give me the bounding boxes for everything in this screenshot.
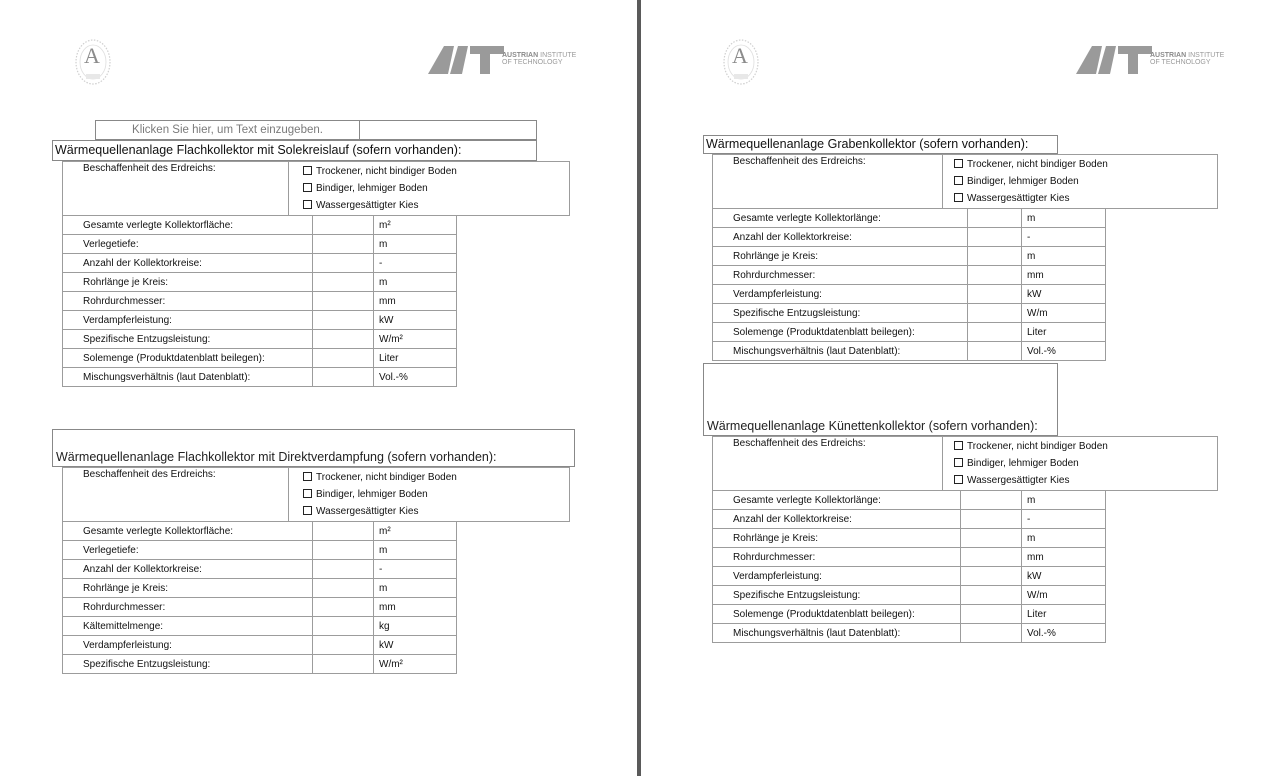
- field-label: Rohrlänge je Kreis:: [63, 273, 313, 292]
- checkbox-icon: [954, 159, 963, 168]
- soil-option-checkbox[interactable]: Bindiger, lehmiger Boden: [954, 173, 1108, 190]
- form-row: [63, 579, 457, 598]
- soil-option-checkbox[interactable]: Wassergesättigter Kies: [954, 190, 1108, 207]
- form-row: [63, 655, 457, 674]
- unit-label: W/m²: [374, 655, 457, 674]
- unit-label: m²: [374, 522, 457, 541]
- value-input-cell[interactable]: [961, 491, 1022, 510]
- ait-logo-mark: [1076, 46, 1152, 74]
- value-input-cell[interactable]: [313, 330, 374, 349]
- value-input-cell[interactable]: [968, 228, 1022, 247]
- checkbox-icon: [954, 193, 963, 202]
- form-row: [713, 323, 1106, 342]
- soil-label: Beschaffenheit des Erdreichs:: [733, 156, 866, 167]
- section-title-flachkollektor-direkt: Wärmequellenanlage Flachkollektor mit Direktverdampfung (sofern vorhanden):: [56, 450, 497, 464]
- field-label: Verdampferleistung:: [713, 567, 961, 586]
- checkbox-icon: [954, 458, 963, 467]
- unit-label: kW: [374, 636, 457, 655]
- field-label: Anzahl der Kollektorkreise:: [63, 254, 313, 273]
- value-input-cell[interactable]: [313, 560, 374, 579]
- form-row: [713, 228, 1106, 247]
- soil-options: [954, 438, 1108, 489]
- form-row: [713, 304, 1106, 323]
- unit-label: Vol.-%: [1022, 342, 1106, 361]
- form-row: [713, 548, 1106, 567]
- soil-option-checkbox[interactable]: Trockener, nicht bindiger Boden: [303, 163, 457, 180]
- section-header-box: [52, 429, 575, 467]
- form-row: [713, 529, 1106, 548]
- value-input-cell[interactable]: [961, 586, 1022, 605]
- field-label: Rohrdurchmesser:: [63, 598, 313, 617]
- field-label: Solemenge (Produktdatenblatt beilegen):: [713, 323, 968, 342]
- value-input-cell[interactable]: [961, 529, 1022, 548]
- unit-label: -: [1022, 228, 1106, 247]
- unit-label: m: [1022, 209, 1106, 228]
- field-label: Rohrdurchmesser:: [713, 266, 968, 285]
- soil-label: Beschaffenheit des Erdreichs:: [733, 438, 866, 449]
- section-title-kuenettenkollektor: Wärmequellenanlage Künettenkollektor (sofern vorhanden):: [707, 419, 1038, 433]
- field-label: Spezifische Entzugsleistung:: [63, 655, 313, 674]
- value-input-cell[interactable]: [968, 209, 1022, 228]
- unit-label: Vol.-%: [1022, 624, 1106, 643]
- form-row: [63, 368, 457, 387]
- field-label: Gesamte verlegte Kollektorlänge:: [713, 209, 968, 228]
- value-input-cell[interactable]: [968, 285, 1022, 304]
- form-row: [713, 567, 1106, 586]
- unit-label: W/m²: [374, 330, 457, 349]
- value-input-cell[interactable]: [313, 522, 374, 541]
- form-row: [713, 586, 1106, 605]
- soil-options: [303, 469, 457, 520]
- checkbox-icon: [303, 200, 312, 209]
- unit-label: -: [374, 254, 457, 273]
- form-row: [63, 636, 457, 655]
- section-title-flachkollektor-sole: Wärmequellenanlage Flachkollektor mit Solekreislauf (sofern vorhanden):: [52, 140, 537, 161]
- checkbox-icon: [303, 489, 312, 498]
- value-input-cell[interactable]: [313, 655, 374, 674]
- form-row: [713, 491, 1106, 510]
- value-input-cell[interactable]: [313, 311, 374, 330]
- form-row: [63, 292, 457, 311]
- unit-label: m: [374, 579, 457, 598]
- soil-condition-box: [62, 467, 570, 522]
- form-row: [63, 541, 457, 560]
- field-label: Verdampferleistung:: [63, 311, 313, 330]
- soil-option-checkbox[interactable]: Trockener, nicht bindiger Boden: [303, 469, 457, 486]
- unit-label: mm: [1022, 266, 1106, 285]
- university-seal-logo: [74, 38, 112, 86]
- form-row: [63, 598, 457, 617]
- value-input-cell[interactable]: [968, 266, 1022, 285]
- soil-label: Beschaffenheit des Erdreichs:: [83, 469, 216, 480]
- value-input-cell[interactable]: [313, 368, 374, 387]
- field-label: Verlegetiefe:: [63, 235, 313, 254]
- value-input-cell[interactable]: [961, 567, 1022, 586]
- soil-options: [954, 156, 1108, 207]
- unit-label: m: [1022, 529, 1106, 548]
- field-label: Anzahl der Kollektorkreise:: [713, 228, 968, 247]
- field-label: Rohrlänge je Kreis:: [713, 247, 968, 266]
- field-label: Verlegetiefe:: [63, 541, 313, 560]
- form-table-flachkollektor-direkt: [62, 521, 457, 674]
- value-input-cell[interactable]: [313, 254, 374, 273]
- seal-letter: A: [84, 43, 100, 68]
- unit-label: mm: [374, 292, 457, 311]
- ait-logo-text: AUSTRIAN INSTITUTE OF TECHNOLOGY: [502, 52, 577, 66]
- field-label: Mischungsverhältnis (laut Datenblatt):: [713, 342, 968, 361]
- form-row: [63, 330, 457, 349]
- field-label: Mischungsverhältnis (laut Datenblatt):: [63, 368, 313, 387]
- value-input-cell[interactable]: [313, 636, 374, 655]
- value-input-cell[interactable]: [313, 273, 374, 292]
- soil-option-checkbox[interactable]: Wassergesättigter Kies: [303, 503, 457, 520]
- soil-option-checkbox[interactable]: Trockener, nicht bindiger Boden: [954, 438, 1108, 455]
- unit-label: -: [1022, 510, 1106, 529]
- field-label: Spezifische Entzugsleistung:: [713, 586, 961, 605]
- value-input-cell[interactable]: [961, 548, 1022, 567]
- field-label: Rohrdurchmesser:: [713, 548, 961, 567]
- field-label: Verdampferleistung:: [63, 636, 313, 655]
- unit-label: mm: [374, 598, 457, 617]
- unit-label: m: [1022, 247, 1106, 266]
- soil-label: Beschaffenheit des Erdreichs:: [83, 163, 216, 174]
- field-label: Kältemittelmenge:: [63, 617, 313, 636]
- field-label: Verdampferleistung:: [713, 285, 968, 304]
- unit-label: kW: [374, 311, 457, 330]
- field-label: Mischungsverhältnis (laut Datenblatt):: [713, 624, 961, 643]
- form-row: [63, 254, 457, 273]
- form-row: [713, 247, 1106, 266]
- value-input-cell[interactable]: [313, 541, 374, 560]
- unit-label: m: [374, 541, 457, 560]
- unit-label: W/m: [1022, 304, 1106, 323]
- seal-letter: A: [732, 43, 748, 68]
- form-row: [63, 273, 457, 292]
- field-label: Solemenge (Produktdatenblatt beilegen):: [63, 349, 313, 368]
- ait-logo-text: AUSTRIAN INSTITUTE OF TECHNOLOGY: [1150, 52, 1225, 66]
- university-seal-logo: [722, 38, 760, 86]
- checkbox-icon: [954, 475, 963, 484]
- ait-logo: [1076, 40, 1226, 80]
- page-gutter: [634, 0, 648, 776]
- section-header-box: [703, 363, 1058, 436]
- form-table-grabenkollektor: [712, 208, 1106, 361]
- text-placeholder-field[interactable]: Klicken Sie hier, um Text einzugeben.: [95, 120, 360, 140]
- ait-logo: [428, 40, 578, 80]
- checkbox-icon: [303, 166, 312, 175]
- checkbox-icon: [303, 472, 312, 481]
- form-table-kuenettenkollektor: [712, 490, 1106, 643]
- field-label: Rohrlänge je Kreis:: [63, 579, 313, 598]
- soil-option-checkbox[interactable]: Wassergesättigter Kies: [303, 197, 457, 214]
- unit-label: kg: [374, 617, 457, 636]
- value-input-cell[interactable]: [968, 342, 1022, 361]
- soil-condition-box: [62, 161, 570, 216]
- form-row: [713, 209, 1106, 228]
- checkbox-icon: [303, 506, 312, 515]
- value-input-cell[interactable]: [968, 323, 1022, 342]
- field-label: Anzahl der Kollektorkreise:: [713, 510, 961, 529]
- value-input-cell[interactable]: [313, 292, 374, 311]
- form-row: [63, 216, 457, 235]
- soil-option-checkbox[interactable]: Trockener, nicht bindiger Boden: [954, 156, 1108, 173]
- form-row: [63, 235, 457, 254]
- value-input-cell[interactable]: [313, 235, 374, 254]
- field-label: Anzahl der Kollektorkreise:: [63, 560, 313, 579]
- checkbox-icon: [303, 183, 312, 192]
- document-page-left: [0, 0, 634, 776]
- unit-label: Liter: [1022, 605, 1106, 624]
- form-row: [713, 266, 1106, 285]
- form-row: [713, 285, 1106, 304]
- value-input-cell[interactable]: [968, 304, 1022, 323]
- soil-options: [303, 163, 457, 214]
- soil-option-checkbox[interactable]: Wassergesättigter Kies: [954, 472, 1108, 489]
- value-input-cell[interactable]: [313, 216, 374, 235]
- form-row: [63, 560, 457, 579]
- ait-logo-mark: [428, 46, 504, 74]
- form-table-flachkollektor-sole: [62, 215, 457, 387]
- value-input-cell[interactable]: [961, 605, 1022, 624]
- field-label: Gesamte verlegte Kollektorfläche:: [63, 522, 313, 541]
- soil-option-checkbox[interactable]: Bindiger, lehmiger Boden: [303, 180, 457, 197]
- value-input-cell[interactable]: [313, 349, 374, 368]
- form-row: [63, 522, 457, 541]
- value-input-cell[interactable]: [961, 510, 1022, 529]
- form-row: [713, 510, 1106, 529]
- unit-label: Liter: [374, 349, 457, 368]
- unit-label: m: [374, 273, 457, 292]
- unit-label: m: [1022, 491, 1106, 510]
- unit-label: Vol.-%: [374, 368, 457, 387]
- value-input-cell[interactable]: [313, 579, 374, 598]
- section-title-grabenkollektor: Wärmequellenanlage Grabenkollektor (sofern vorhanden):: [703, 135, 1058, 154]
- soil-condition-box: [712, 436, 1218, 491]
- checkbox-icon: [954, 441, 963, 450]
- soil-condition-box: [712, 154, 1218, 209]
- field-label: Rohrlänge je Kreis:: [713, 529, 961, 548]
- value-input-cell[interactable]: [313, 617, 374, 636]
- unit-label: m: [374, 235, 457, 254]
- field-label: Gesamte verlegte Kollektorfläche:: [63, 216, 313, 235]
- text-field-blank[interactable]: [359, 120, 537, 140]
- unit-label: -: [374, 560, 457, 579]
- field-label: Solemenge (Produktdatenblatt beilegen):: [713, 605, 961, 624]
- unit-label: kW: [1022, 285, 1106, 304]
- value-input-cell[interactable]: [968, 247, 1022, 266]
- field-label: Spezifische Entzugsleistung:: [713, 304, 968, 323]
- soil-option-checkbox[interactable]: Bindiger, lehmiger Boden: [303, 486, 457, 503]
- value-input-cell[interactable]: [313, 598, 374, 617]
- unit-label: kW: [1022, 567, 1106, 586]
- field-label: Spezifische Entzugsleistung:: [63, 330, 313, 349]
- form-row: [63, 311, 457, 330]
- unit-label: mm: [1022, 548, 1106, 567]
- soil-option-checkbox[interactable]: Bindiger, lehmiger Boden: [954, 455, 1108, 472]
- field-label: Rohrdurchmesser:: [63, 292, 313, 311]
- form-row: [63, 349, 457, 368]
- value-input-cell[interactable]: [961, 624, 1022, 643]
- form-row: [713, 342, 1106, 361]
- document-page-right: [648, 0, 1280, 776]
- form-row: [713, 605, 1106, 624]
- unit-label: m²: [374, 216, 457, 235]
- unit-label: W/m: [1022, 586, 1106, 605]
- unit-label: Liter: [1022, 323, 1106, 342]
- form-row: [63, 617, 457, 636]
- form-row: [713, 624, 1106, 643]
- field-label: Gesamte verlegte Kollektorlänge:: [713, 491, 961, 510]
- checkbox-icon: [954, 176, 963, 185]
